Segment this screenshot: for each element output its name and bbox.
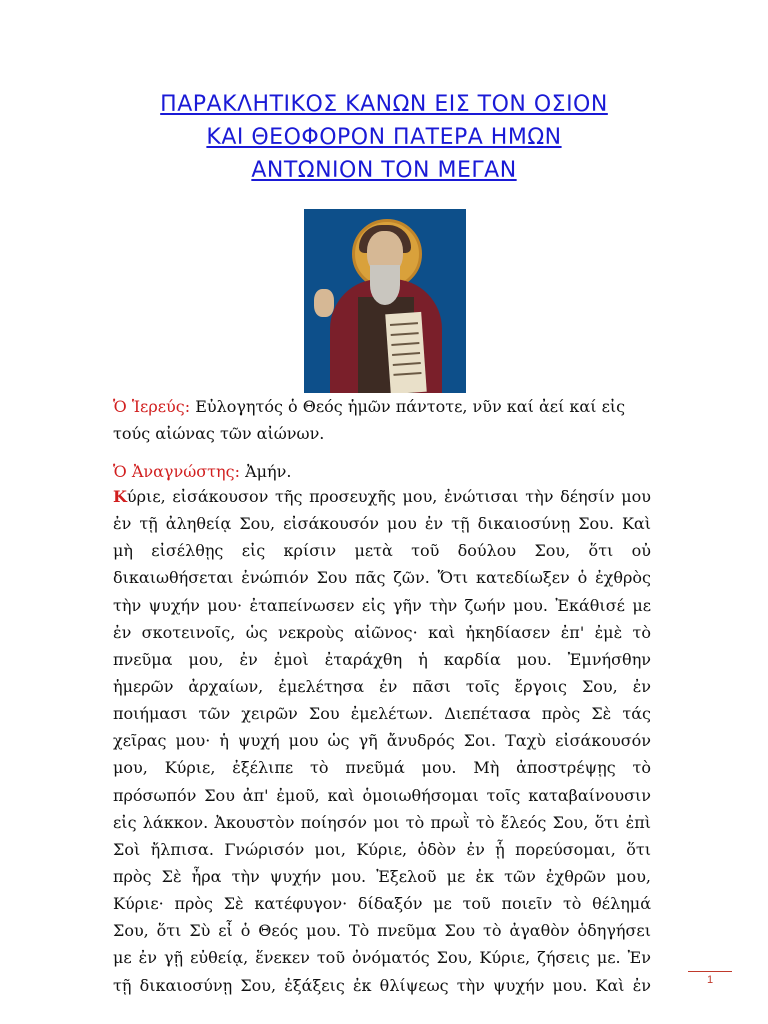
footer-rule — [688, 971, 732, 972]
beard — [370, 265, 400, 305]
document-title — [0, 88, 768, 187]
psalm-line — [113, 782, 651, 809]
psalm-line-text: μὴ εἰσέλθῃς εἰς κρίσιν μετὰ τοῦ δούλου Σου, ὅτι οὐ — [113, 541, 651, 561]
psalm-line — [113, 836, 651, 863]
psalm-line-text: ύριε, εἰσάκουσον τῆς προσευχῆς μου, ἐνώτισαι τὴν δέησίν μου — [126, 487, 651, 506]
psalm-line-text: μου, Κύριε, ἐξέλιπε τὸ πνεῦμά μου. Μὴ ἀποστρέψῃς τὸ — [113, 758, 651, 778]
psalm-line — [113, 564, 651, 591]
psalm-line-text: τῇ δικαιοσύνῃ Σου, ἐξάξεις ἐκ θλίψεως τὴν ψυχήν μου. Καὶ ἐν — [113, 975, 651, 995]
psalm-line — [113, 890, 651, 917]
saint-anthony-icon-image — [304, 209, 466, 393]
page-number: 1 — [706, 974, 714, 986]
drop-initial: Κ — [113, 487, 127, 506]
psalm-line-text: εἰς λάκκον. Ἀκουστὸν ποίησόν μοι τὸ πρωῒ τὸ ἔλεός Σου, ὅτι ἐπὶ — [113, 812, 651, 832]
psalm-line — [113, 700, 651, 727]
psalm-line — [113, 483, 651, 510]
raised-hand — [314, 289, 334, 317]
reader-speaker-label: Ὁ Ἀναγνώστης: — [113, 462, 240, 481]
psalm-line — [113, 619, 651, 646]
title-line-1: ΠΑΡΑΚΛΗΤΙΚΟΣ ΚΑΝΩΝ ΕΙΣ ΤΟΝ ΟΣΙΟΝ — [160, 92, 608, 117]
reader-amen: Ἀμήν. — [245, 462, 292, 481]
priest-speaker-label: Ὁ Ἱερεύς: — [113, 397, 191, 416]
psalm-line — [113, 592, 651, 619]
psalm-line-text: Σοὶ ἤλπισα. Γνώρισόν μοι, Κύριε, ὁδὸν ἐν ᾗ πορεύσομαι, ὅτι — [113, 839, 651, 859]
reader-response — [113, 458, 651, 485]
psalm-line-text: πρόσωπόν Σου ἀπ' ἐμοῦ, καὶ ὁμοιωθήσομαι τοῖς καταβαίνουσιν — [113, 785, 651, 805]
psalm-line-text: πνεῦμα μου, ἐν ἐμοὶ ἐταράχθη ἡ καρδία μου. Ἐμνήσθην — [113, 649, 651, 669]
psalm-line — [113, 537, 651, 564]
priest-text-line-1: Εὐλογητός ὁ Θεός ἡμῶν πάντοτε, νῦν καί ἀεί καί εἰς — [195, 397, 626, 416]
psalm-line — [113, 863, 651, 890]
psalm-line-text: ποιήμασι τῶν χειρῶν Σου ἐμελέτων. Διεπέτασα πρὸς Σὲ τάς — [113, 704, 651, 724]
title-line-2: ΚΑΙ ΘΕΟΦΟΡΟΝ ΠΑΤΕΡΑ ΗΜΩΝ — [206, 125, 562, 150]
psalm-line-text: Σου, ὅτι Σὺ εἶ ὁ Θεός μου. Τὸ πνεῦμα Σου τὸ ἀγαθὸν ὁδηγήσει — [113, 921, 651, 941]
psalm-line-text: ἐν σκοτεινοῖς, ὡς νεκροὺς αἰῶνος· καὶ ἠκηδίασεν ἐπ' ἐμὲ τὸ — [113, 622, 651, 642]
title-line-3: ΑΝΤΩΝΙΟΝ ΤΟΝ ΜΕΓΑΝ — [251, 158, 517, 183]
psalm-line — [113, 944, 651, 971]
psalm-line — [113, 673, 651, 700]
scroll — [385, 312, 426, 393]
psalm-line — [113, 972, 651, 999]
psalm-line — [113, 917, 651, 944]
psalm-line — [113, 510, 651, 537]
psalm-line — [113, 754, 651, 781]
psalm-line-text: ἐν τῇ ἀληθείᾳ Σου, εἰσάκουσόν μου ἐν τῇ δικαιοσύνῃ Σου. Καὶ — [113, 514, 651, 534]
psalm-line-text: ἡμερῶν ἀρχαίων, ἐμελέτησα ἐν πᾶσι τοῖς ἔργοις Σου, ἐν — [113, 676, 651, 696]
psalm-line-text: δικαιωθήσεται ἐνώπιόν Σου πᾶς ζῶν. Ὅτι κατεδίωξεν ὁ ἐχθρὸς — [113, 568, 651, 588]
psalm-line — [113, 646, 651, 673]
psalm-line-text: Κύριε· πρὸς Σὲ κατέφυγον· δίδαξόν με τοῦ ποιεῖν τὸ θέλημά — [113, 894, 651, 914]
priest-text-line-2: τούς αἰώνας τῶν αἰώνων. — [113, 424, 325, 444]
psalm-line-text: με ἐν γῇ εὐθείᾳ, ἕνεκεν τοῦ ὀνόματός Σου, Κύριε, ζήσεις με. Ἐν — [113, 948, 651, 968]
psalm-line — [113, 727, 651, 754]
psalm-142-text — [113, 483, 651, 999]
psalm-line-text: τὴν ψυχήν μου· ἐταπείνωσεν εἰς γῆν τὴν ζωήν μου. Ἐκάθισέ με — [113, 595, 651, 615]
psalm-line — [113, 809, 651, 836]
priest-exclamation — [113, 393, 651, 447]
psalm-line-text: χεῖρας μου· ἡ ψυχή μου ὡς γῆ ἄνυδρός Σοι. Ταχὺ εἰσάκουσόν — [113, 731, 651, 751]
psalm-line-text: πρὸς Σὲ ἦρα τὴν ψυχήν μου. Ἐξελοῦ με ἐκ τῶν ἐχθρῶν μου, — [113, 866, 651, 886]
